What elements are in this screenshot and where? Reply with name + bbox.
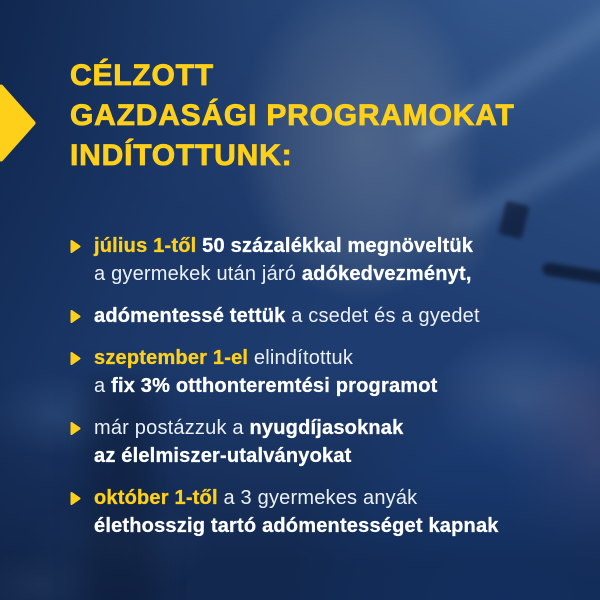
bullet-text-segment: október 1-től	[94, 487, 218, 509]
bullet-text	[94, 302, 480, 330]
bullet-text-segment: adómentessé tettük	[94, 305, 286, 327]
bullet-text-segment: a 3 gyermekes anyák	[217, 487, 418, 509]
bullet-text-segment: a csedet és a gyedet	[285, 305, 480, 327]
bullet-text-segment: nyugdíjasoknak	[249, 417, 404, 439]
bullet-text-segment: a	[94, 375, 112, 397]
bullet-text-segment: már postázzuk a	[94, 417, 250, 439]
bullet-item	[70, 414, 550, 470]
bullet-item	[70, 484, 550, 540]
bullet-text-line	[94, 344, 438, 372]
bullet-text-segment: fix 3% otthonteremtési programot	[111, 375, 438, 397]
bullet-arrow-icon	[70, 491, 81, 506]
bullet-text-segment: az élelmiszer-utalványokat	[94, 445, 352, 467]
title-line-2: GAZDASÁGI PROGRAMOKAT	[70, 99, 515, 132]
bullet-text-line	[94, 414, 403, 442]
bullet-arrow-icon	[70, 239, 81, 254]
bullet-text	[94, 344, 438, 400]
bullet-item	[70, 302, 550, 330]
title-line-1: CÉLZOTT	[70, 59, 214, 92]
bullet-text-segment: élethosszig tartó adómentességet kapnak	[94, 515, 499, 537]
bullet-arrow-icon	[70, 421, 81, 436]
bullet-text-line	[94, 442, 403, 470]
bullet-text-line	[94, 512, 499, 540]
bullet-text-segment: július 1-től	[94, 235, 197, 257]
bullet-arrow-icon	[70, 351, 81, 366]
bullet-arrow-icon	[70, 309, 81, 324]
bullet-text-line	[94, 484, 499, 512]
bullet-text-line	[94, 232, 473, 260]
bullet-text-segment: a gyermekek után járó	[94, 263, 302, 285]
bullet-list	[70, 232, 550, 554]
bullet-item	[70, 232, 550, 288]
bullet-text	[94, 232, 473, 288]
title-line-3: INDÍTOTTUNK:	[70, 139, 293, 172]
bullet-text-line	[94, 372, 438, 400]
bullet-item	[70, 344, 550, 400]
bullet-text-segment: adókedvezményt,	[301, 263, 472, 285]
bullet-text-segment: elindítottuk	[248, 347, 354, 369]
bullet-text-line	[94, 302, 480, 330]
bullet-text-segment: szeptember 1-el	[94, 347, 249, 369]
left-chevron-icon	[0, 84, 36, 162]
bullet-text-segment: 50 százalékkal megnöveltük	[196, 235, 474, 257]
bullet-text	[94, 414, 403, 470]
bullet-text-line	[94, 260, 473, 288]
poster-title	[70, 56, 570, 176]
bullet-text	[94, 484, 499, 540]
